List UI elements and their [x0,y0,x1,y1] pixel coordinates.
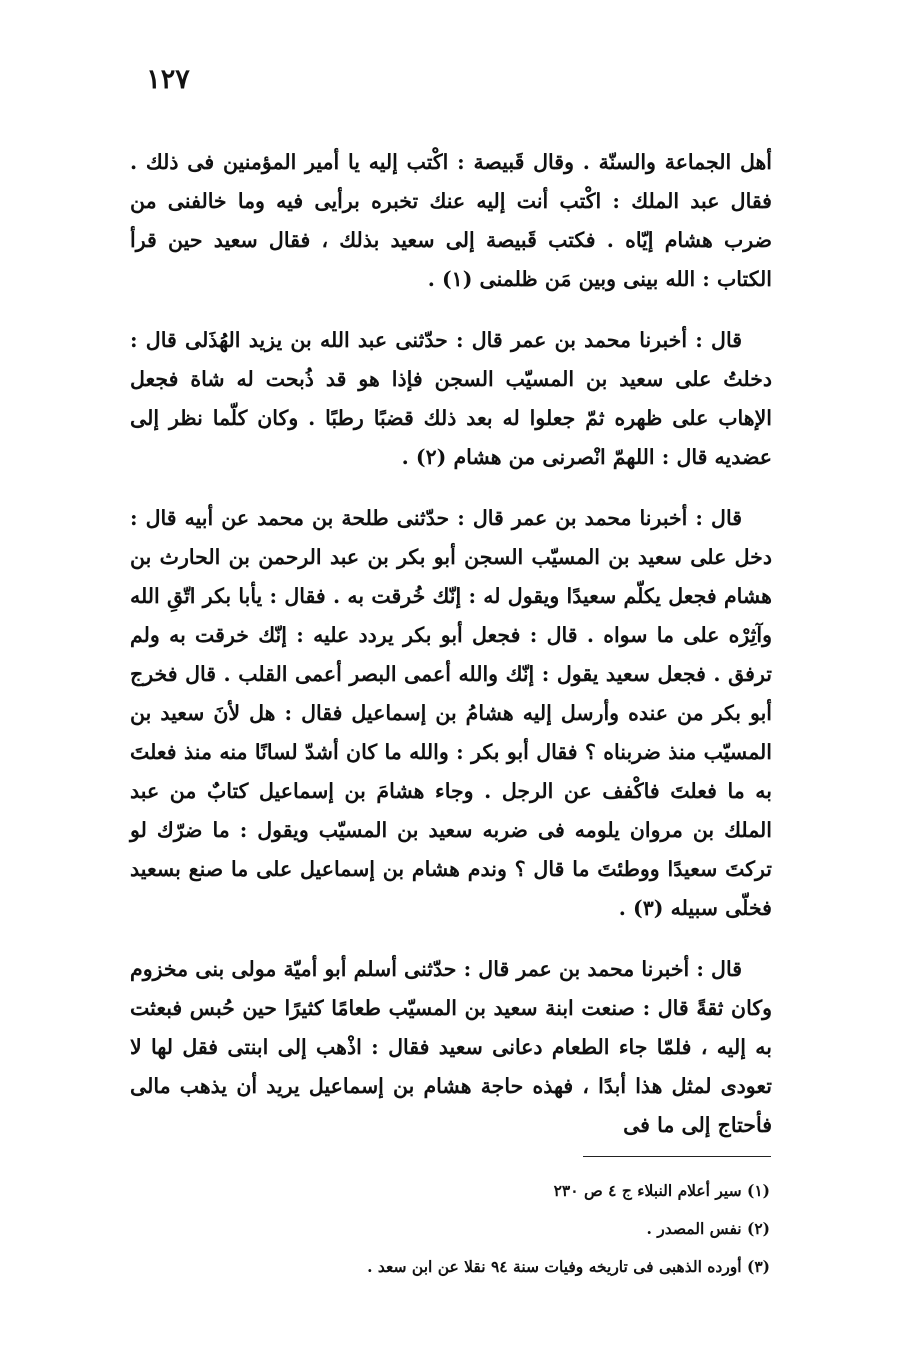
paragraph-1: أهل الجماعة والسنّة . وقال قَبيصة : اكْتب إليه يا أمير المؤمنين فى ذلك . فقال عبد الملك : اكْتب أنت إليه عنك تخبره برأيى فيه وما خالفنى من ضرب هشام إيّاه . فكتب قَبيصة إلى سعيد بذلك ، فقال سعيد حين قرأ الكتاب : الله بينى وبين مَن ظلمنى (١) . [130,150,772,291]
paragraph-4: قال : أخبرنا محمد بن عمر قال : حدّثنى أسلم أبو أميّة مولى بنى مخزوم وكان ثقةً قال : صنعت ابنة سعيد بن المسيّب طعامًا كثيرًا حين حُبس فبعثت به إليه ، فلمّا جاء الطعام دعانى سعيد فقال : اذْهب إلى ابنتى فقل لها لا تعودى لمثل هذا أبدًا ، فهذه حاجة هشام بن إسماعيل يريد أن يذهب مالى فأحتاج إلى ما فى [130,957,772,1137]
paragraph-3: قال : أخبرنا محمد بن عمر قال : حدّثنى طلحة بن محمد عن أبيه قال : دخل على سعيد بن المسيّب السجن أبو بكر بن عبد الرحمن بن الحارث بن هشام فجعل يكلّم سعيدًا ويقول له : إنّك خُرقت به . فقال : يأبا بكر اتّقِ الله وآثِرْه على ما سواه . قال : فجعل أبو بكر يردد عليه : إنّك خرقت به ولم ترفق . فجعل سعيد يقول : إنّك والله أعمى البصر أعمى القلب . قال فخرج أبو بكر من عنده وأرسل إليه هشامُ بن إسماعيل فقال : هل لأنَ سعيد بن المسيّب منذ ضربناه ؟ فقال أبو بكر : والله ما كان أشدّ لسانًا منه منذ فعلتَ به ما فعلتَ فاكْفف عن الرجل . وجاء هشامَ بن إسماعيل كتابٌ من عبد الملك بن مروان يلومه فى ضربه سعيد بن المسيّب ويقول : ما ضرّك لو تركتَ سعيدًا ووطئتَ ما قال ؟ وندم هشام بن إسماعيل على ما صنع بسعيد فخلّى سبيله (٣) . [130,506,772,920]
page-number: ١٢٧ [146,64,190,95]
footnote-2: (٢) نفس المصدر . [646,1219,770,1238]
footnote-1: (١) سير أعلام النبلاء ج ٤ ص ٢٣٠ [553,1181,770,1200]
footnotes [230,1172,770,1286]
paragraph-2: قال : أخبرنا محمد بن عمر قال : حدّثنى عبد الله بن يزيد الهُذَلى قال : دخلتُ على سعيد بن المسيّب السجن فإذا هو قد ذُبحت له شاة فجعل الإهاب على ظهره ثمّ جعلوا له بعد ذلك قضبًا رطبًا . وكان كلّما نظر إلى عضديه قال : اللهمّ انْصرنى من هشام (٢) . [130,328,772,469]
footnote-3: (٣) أورده الذهبى فى تاريخه وفيات سنة ٩٤ نقلا عن ابن سعد . [367,1257,770,1276]
main-text [130,143,772,1167]
footnote-divider [583,1156,771,1157]
